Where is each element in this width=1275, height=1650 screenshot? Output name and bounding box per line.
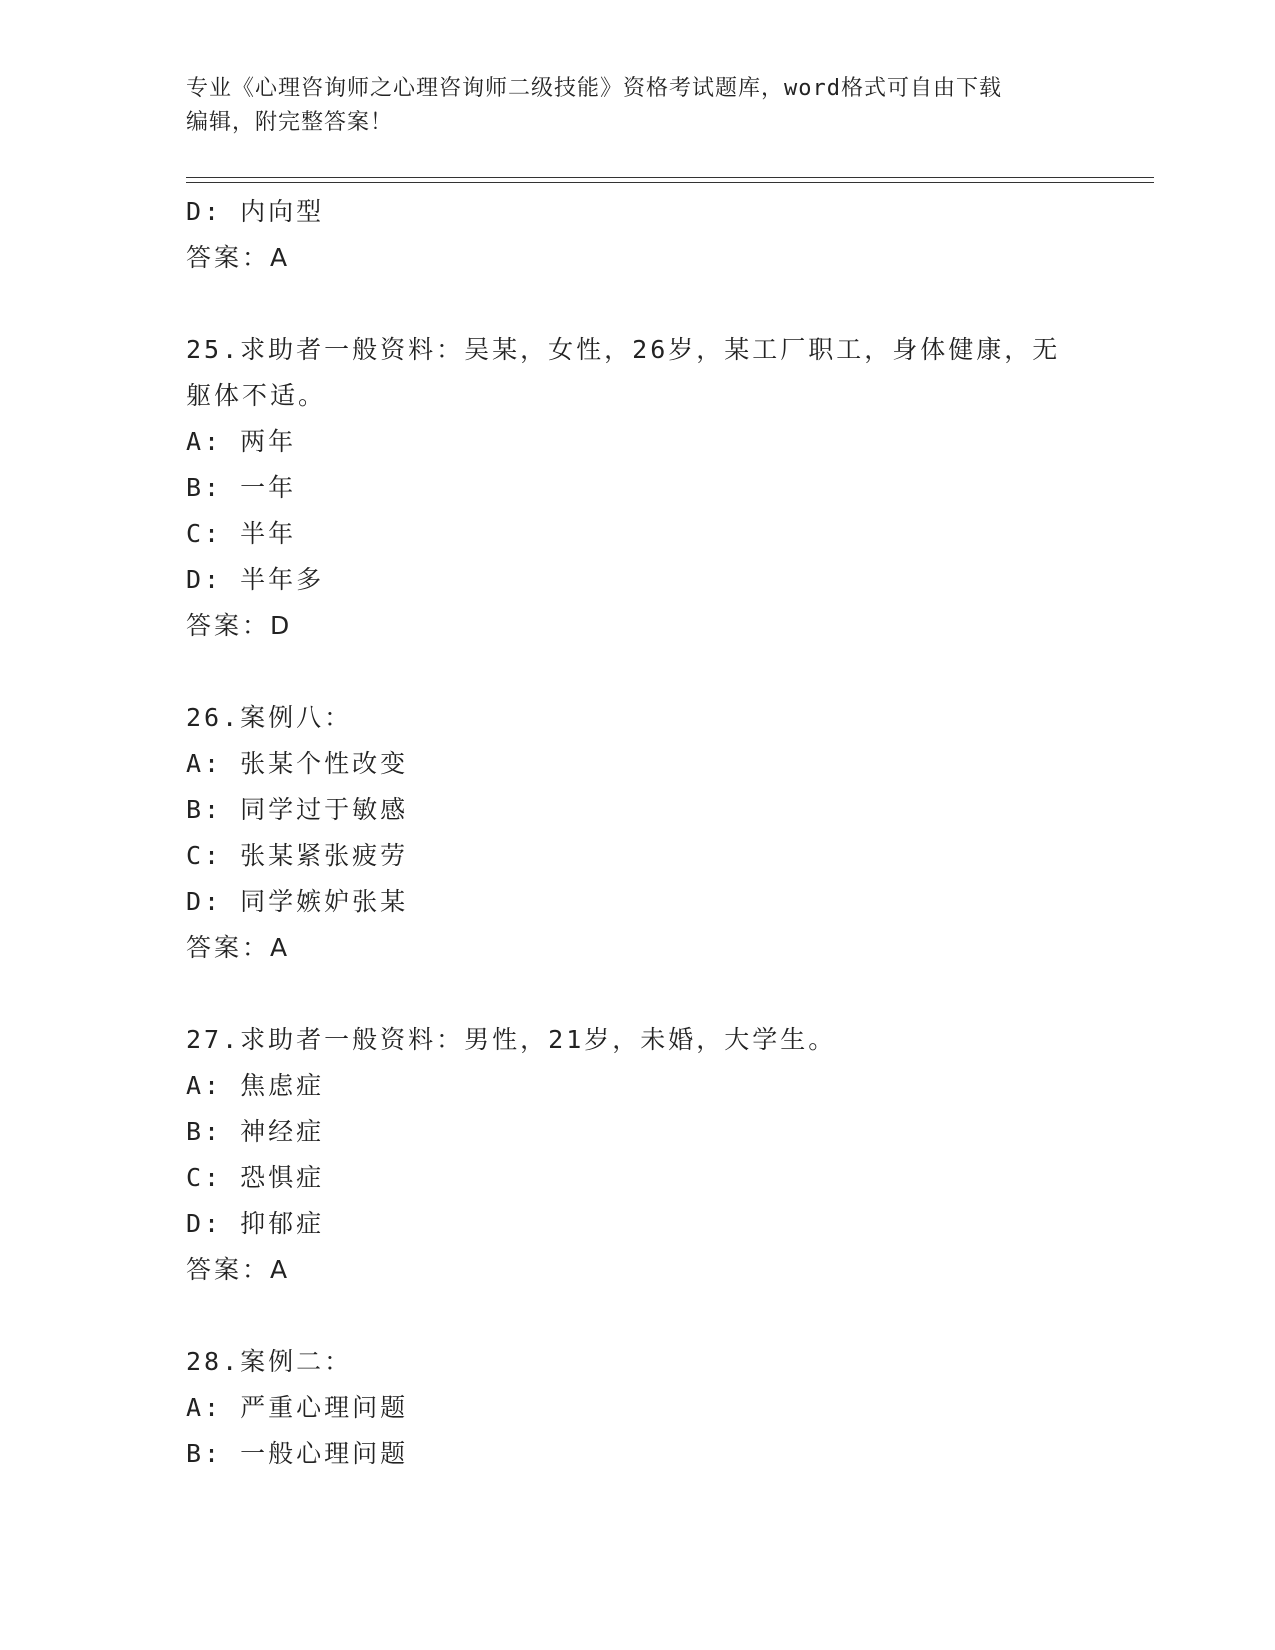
question-stem-continued: 躯体不适。 [186, 381, 327, 410]
spacer [186, 1293, 1146, 1339]
question-25 [186, 327, 1146, 649]
option-d: D: 半年多 [186, 565, 325, 594]
question-27 [186, 1017, 1146, 1293]
option-c: C: 张某紧张疲劳 [186, 841, 409, 870]
question-list [186, 189, 1146, 1477]
question-26 [186, 695, 1146, 971]
option-b: B: 同学过于敏感 [186, 795, 409, 824]
option-c: C: 半年 [186, 519, 297, 548]
answer-line: 答案：A [186, 1255, 291, 1284]
answer-line: 答案：A [186, 243, 291, 272]
spacer [186, 281, 1146, 327]
question-28 [186, 1339, 1146, 1477]
option-a: A: 焦虑症 [186, 1071, 325, 1100]
spacer [186, 649, 1146, 695]
option-c: C: 恐惧症 [186, 1163, 325, 1192]
question-stem: 27.求助者一般资料：男性，21岁，未婚，大学生。 [186, 1025, 837, 1054]
spacer [186, 971, 1146, 1017]
question-stem: 25.求助者一般资料：吴某，女性，26岁，某工厂职工，身体健康，无 [186, 335, 1061, 364]
header-divider-bottom [186, 182, 1154, 183]
header-line-2: 编辑，附完整答案！ [186, 110, 394, 135]
header-divider-top [186, 177, 1154, 178]
option-a: A: 张某个性改变 [186, 749, 409, 778]
option-a: A: 严重心理问题 [186, 1393, 409, 1422]
header-line-1: 专业《心理咨询师之心理咨询师二级技能》资格考试题库，word格式可自由下载 [186, 76, 1002, 101]
option-b: B: 一般心理问题 [186, 1439, 409, 1468]
answer-line: 答案：D [186, 611, 293, 640]
answer-line: 答案：A [186, 933, 291, 962]
option-d: D: 抑郁症 [186, 1209, 325, 1238]
option-d: D: 内向型 [186, 197, 325, 226]
option-b: B: 神经症 [186, 1117, 325, 1146]
option-d: D: 同学嫉妒张某 [186, 887, 409, 916]
question-stem: 26.案例八： [186, 703, 353, 732]
option-a: A: 两年 [186, 427, 297, 456]
document-header [186, 72, 1066, 140]
question-stem: 28.案例二： [186, 1347, 353, 1376]
option-b: B: 一年 [186, 473, 297, 502]
